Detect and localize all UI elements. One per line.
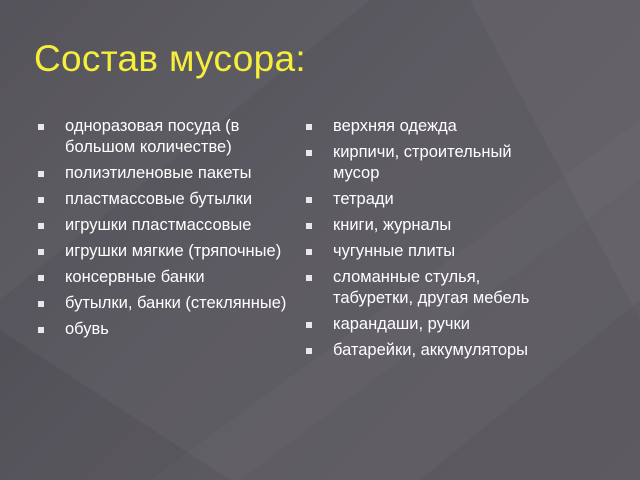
square-bullet-icon: [306, 223, 312, 229]
list-item: [306, 267, 556, 309]
list-item-text: пластмассовые бутылки: [65, 190, 253, 208]
list-item-text: консервные банки: [65, 268, 205, 286]
left-bullet-list: [38, 116, 288, 345]
list-item: [38, 116, 288, 158]
list-item-text: обувь: [65, 320, 109, 338]
list-item-text: чугунные плиты: [333, 242, 456, 260]
square-bullet-icon: [38, 301, 44, 307]
list-item-text: сломанные стулья, табуретки, другая мебель: [333, 268, 530, 307]
square-bullet-icon: [306, 275, 312, 281]
list-item: [38, 163, 288, 184]
list-item: [38, 267, 288, 288]
list-item-text: верхняя одежда: [333, 117, 457, 135]
list-item-text: батарейки, аккумуляторы: [333, 341, 529, 359]
list-item-text: одноразовая посуда (в большом количестве): [65, 117, 240, 156]
list-item: [306, 215, 556, 236]
list-item: [306, 340, 556, 361]
square-bullet-icon: [38, 275, 44, 281]
list-item: [38, 319, 288, 340]
list-item-text: кирпичи, строительный мусор: [333, 143, 512, 182]
list-item-text: тетради: [333, 190, 394, 208]
square-bullet-icon: [38, 249, 44, 255]
square-bullet-icon: [306, 197, 312, 203]
slide-title: Состав мусора:: [34, 38, 306, 79]
list-item: [306, 314, 556, 335]
list-item: [38, 189, 288, 210]
right-bullet-list: [306, 116, 556, 366]
list-item-text: книги, журналы: [333, 216, 452, 234]
square-bullet-icon: [38, 223, 44, 229]
square-bullet-icon: [306, 348, 312, 354]
list-item: [306, 142, 556, 184]
square-bullet-icon: [306, 322, 312, 328]
list-item-text: карандаши, ручки: [333, 315, 470, 333]
list-item: [38, 241, 288, 262]
list-item: [38, 215, 288, 236]
square-bullet-icon: [38, 327, 44, 333]
list-item: [38, 293, 288, 314]
square-bullet-icon: [38, 197, 44, 203]
list-item: [306, 189, 556, 210]
square-bullet-icon: [38, 171, 44, 177]
square-bullet-icon: [38, 124, 44, 130]
list-item: [306, 116, 556, 137]
list-item-text: полиэтиленовые пакеты: [65, 164, 252, 182]
list-item-text: бутылки, банки (стеклянные): [65, 294, 287, 312]
square-bullet-icon: [306, 124, 312, 130]
list-item-text: игрушки пластмассовые: [65, 216, 252, 234]
square-bullet-icon: [306, 150, 312, 156]
square-bullet-icon: [306, 249, 312, 255]
list-item: [306, 241, 556, 262]
list-item-text: игрушки мягкие (тряпочные): [65, 242, 282, 260]
